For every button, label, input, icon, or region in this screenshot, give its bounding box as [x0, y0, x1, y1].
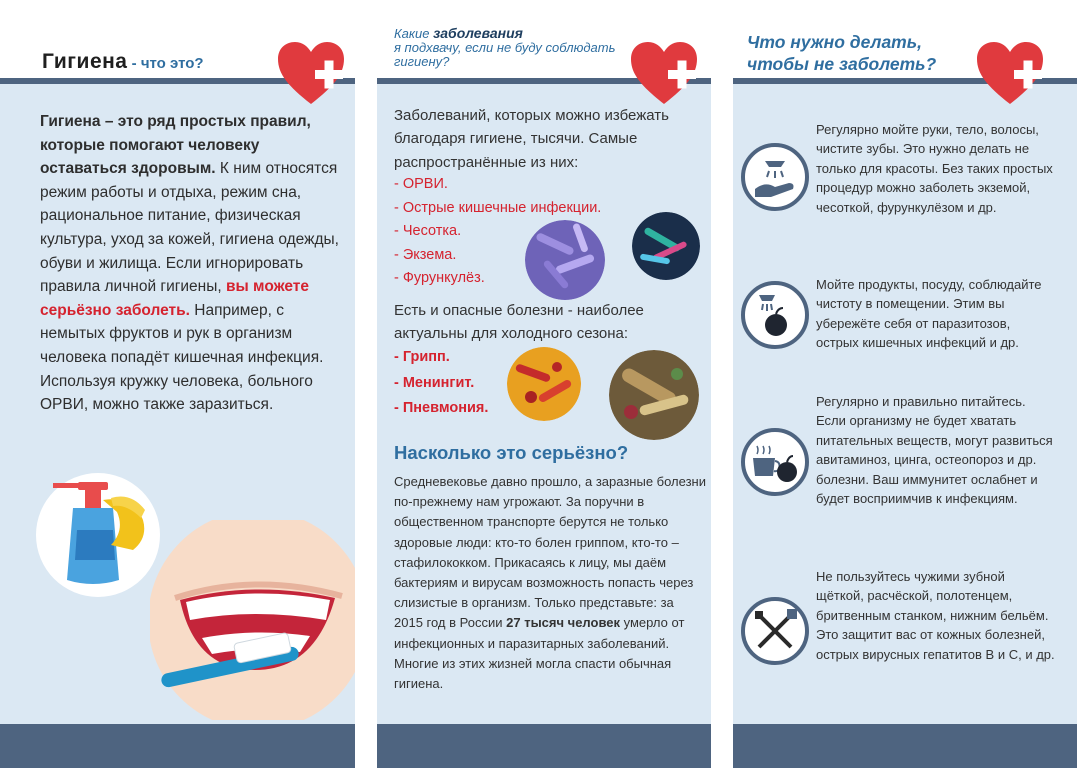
list-item: - Фурункулёз. [394, 270, 485, 287]
shower-hand-icon [741, 143, 809, 211]
text-part: Например, с немытых фруктов и рук в организм человека попадёт кишечная инфекция. Используя кружку человека, больного ОРВИ, можно также заразиться. [40, 301, 324, 414]
intro-text [40, 110, 350, 417]
tip-text: Мойте продукты, посуду, соблюдайте чистоту в помещении. Этим вы убережёте себя от паразитозов, острых кишечных инфекций и др. [816, 277, 1042, 351]
list-item: - Чесотка. [394, 223, 462, 240]
tip-text: Не пользуйтесь чужими зубной щёткой, расчёской, полотенцем, бритвенным станком, нижним бельём. Это защитит вас от кожных болезней, острых вирусных гепатитов В и С, и др. [816, 569, 1055, 662]
panel-prevention [733, 0, 1077, 768]
warning-red: вы можете серьёзно заболеть. [40, 278, 309, 319]
list-item: - Острые кишечные инфекции. [394, 199, 602, 216]
tip-text: Регулярно и правильно питайтесь. Если организму не будет хватать питательных веществ, могут развиться авитаминоз, цинга, остеопороз и др. болезни. Ваш иммунитет ослабнет и будет восприимчив к инфекциям. [816, 394, 1053, 507]
cup-apple-icon [741, 428, 809, 496]
panel-title [42, 50, 204, 74]
list-item: - Экзема. [394, 246, 457, 263]
list-item: - ОРВИ. [394, 176, 448, 192]
list-item: - Пневмония. [394, 400, 489, 416]
text-part: Средневековье давно прошло, а заразные болезни по-прежнему нам угрожают. За поручни в общественном транспорте берутся не только здоровые люди: кто-то болен гриппом, кто-то – стафилококком. Прикасаясь к лицу, мы даём бактериям и вирусам возможность попасть через слизистые в организм. Только представьте: за 2015 год в России [394, 474, 706, 631]
title-sub: - что это? [127, 55, 204, 72]
smile-toothbrush-icon [150, 520, 355, 720]
wash-apple-icon [741, 281, 809, 349]
definition-bold: Гигиена – это ряд простых правил, которые помогают человеку оставаться здоровым. [40, 113, 311, 178]
bacteria-image [525, 220, 605, 300]
panel-footer-bar [0, 724, 355, 768]
title-bold: заболевания [433, 25, 523, 41]
list-item: - Грипп. [394, 349, 450, 365]
dangerous-intro: Есть и опасные болезни - наиболее актуальны для холодного сезона: [394, 302, 644, 343]
title-pre: Какие [394, 26, 434, 41]
section-subtitle: Насколько это серьёзно? [394, 442, 629, 463]
stat-bold: 27 тысяч человек [506, 615, 621, 631]
dangerous-diseases-list [394, 345, 488, 422]
panel-title: Что нужно делать, чтобы не заболеть? [747, 32, 937, 74]
title-post: я подхвачу, если не буду соблюдать гигиену? [394, 40, 616, 69]
panel-hygiene-intro [0, 0, 355, 768]
bacteria-image [507, 347, 581, 421]
text-part: умерло от инфекционных и паразитарных заболеваний. Многие из этих жизней могла спасти обычная гигиена. [394, 615, 685, 692]
panel-title [394, 26, 634, 69]
list-item: - Менингит. [394, 374, 475, 391]
heart-cross-icon [629, 40, 699, 106]
text-part: К ним относятся режим работы и отдыха, режим сна, рациональное питание, физическая культура, уход за кожей, гигиена одежды, обуви и жилища. Если игнорировать правила личной гигиены, [40, 160, 339, 296]
panel-diseases [377, 0, 711, 768]
fork-brush-icon [741, 597, 809, 665]
bacteria-image [609, 350, 699, 440]
title-main: Гигиена [42, 50, 128, 73]
seriousness-text [394, 472, 706, 694]
virus-image [632, 212, 700, 280]
heart-cross-icon [276, 40, 346, 106]
spray-bottle-icon [33, 470, 163, 600]
diseases-intro: Заболеваний, которых можно избежать благодаря гигиене, тысячи. Самые распространённые из них: [394, 107, 669, 171]
panel-footer-bar [377, 724, 711, 768]
heart-cross-icon [975, 40, 1045, 106]
tip-text: Регулярно мойте руки, тело, волосы, чистите зубы. Это нужно делать не только для красоты. Без таких простых процедур можно заболеть экземой, чесоткой, фурункулёзом и др. [816, 122, 1053, 215]
panel-footer-bar [733, 724, 1077, 768]
